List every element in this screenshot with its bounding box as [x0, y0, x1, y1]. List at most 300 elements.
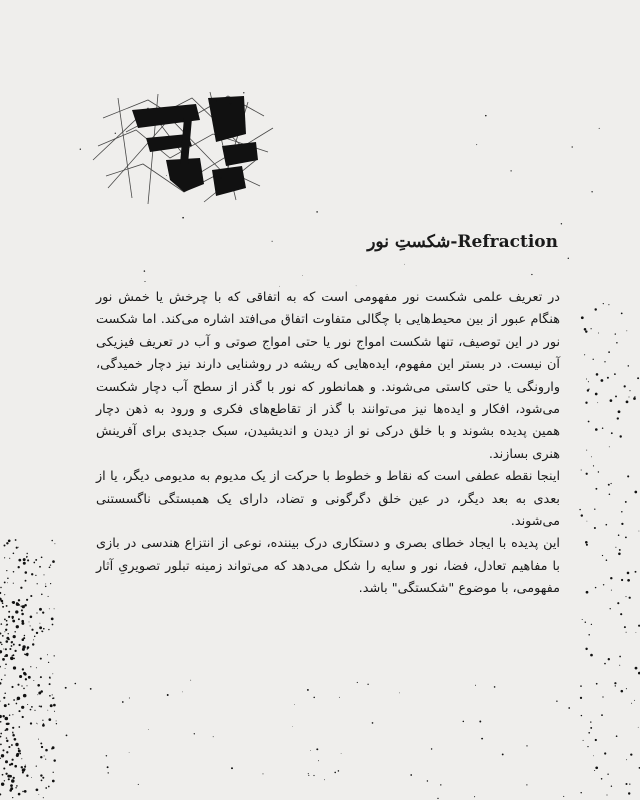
- speckle: [66, 735, 68, 737]
- speckle: [24, 654, 25, 655]
- speckle: [294, 704, 295, 705]
- speckle: [587, 389, 589, 391]
- speckle: [0, 715, 2, 718]
- speckle: [599, 128, 600, 129]
- speckle: [18, 599, 20, 601]
- speckle: [607, 773, 608, 774]
- speckle: [6, 605, 8, 607]
- speckle: [1, 600, 4, 603]
- speckle: [30, 625, 31, 626]
- speckle: [603, 303, 604, 304]
- paragraph: این پدیده با ایجاد خطای بصری و دستکاری درک بیننده، نوعی از انتزاع هندسی در بازی با مفاهیم تعادل، فضا، نور و سایه را شکل می‌دهد که می‌تواند زمینه تبلور تصویریِ آثار مفهومی، با موضوع "شکستگی" باشد.: [96, 536, 560, 597]
- speckle: [18, 793, 21, 796]
- speckle: [4, 619, 6, 621]
- speckle: [36, 632, 38, 634]
- speckle: [12, 601, 15, 604]
- speckle: [629, 390, 630, 391]
- speckle: [74, 683, 76, 685]
- speckle: [25, 765, 26, 766]
- speckle: [26, 599, 28, 601]
- speckle: [13, 583, 14, 584]
- speckle: [11, 686, 13, 688]
- speckle: [21, 620, 24, 623]
- speckle: [12, 727, 14, 729]
- logo-illustration: [88, 88, 278, 206]
- speckle: [308, 773, 309, 774]
- speckle: [41, 630, 42, 631]
- speckle: [313, 697, 315, 699]
- speckle: [5, 663, 7, 665]
- speckle: [12, 655, 13, 656]
- speckle: [4, 545, 6, 547]
- speckle: [618, 534, 620, 536]
- speckle: [108, 772, 109, 773]
- speckle: [307, 689, 309, 691]
- speckle: [5, 730, 6, 731]
- body-text: [96, 287, 560, 601]
- speckle: [41, 746, 43, 748]
- speckle: [617, 417, 619, 419]
- speckle: [586, 450, 587, 451]
- speckle: [16, 547, 18, 549]
- speckle: [190, 680, 191, 681]
- speckle: [594, 308, 596, 310]
- speckle: [2, 606, 4, 608]
- speckle: [588, 381, 589, 382]
- speckle: [372, 722, 374, 724]
- speckle: [12, 620, 15, 623]
- speckle: [11, 616, 14, 619]
- speckle: [231, 767, 233, 769]
- speckle: [0, 592, 1, 594]
- speckle: [23, 558, 26, 561]
- speckle: [595, 587, 596, 588]
- speckle: [22, 648, 25, 651]
- speckle: [45, 759, 46, 760]
- speckle: [624, 385, 626, 387]
- speckle: [30, 666, 31, 667]
- speckle: [47, 654, 48, 655]
- speckle: [0, 701, 1, 702]
- speckle: [30, 616, 33, 619]
- speckle: [31, 629, 33, 631]
- speckle: [14, 765, 17, 768]
- speckle: [26, 556, 28, 558]
- speckle: [634, 700, 635, 701]
- speckle: [2, 658, 5, 661]
- speckle: [18, 644, 20, 646]
- speckle: [625, 783, 627, 785]
- speckle: [25, 654, 27, 656]
- speckle: [13, 644, 15, 646]
- speckle: [49, 683, 51, 685]
- speckle: [0, 733, 2, 735]
- speckle: [634, 396, 635, 397]
- speckle: [34, 636, 35, 637]
- speckle: [16, 753, 19, 756]
- speckle: [610, 399, 613, 402]
- speckle: [20, 587, 22, 589]
- speckle: [8, 616, 10, 618]
- speckle: [12, 714, 13, 715]
- speckle: [15, 787, 16, 788]
- speckle: [39, 706, 40, 707]
- speckle: [9, 775, 12, 778]
- speckle: [27, 559, 29, 561]
- speckle: [583, 740, 584, 741]
- speckle: [316, 211, 318, 213]
- speckle: [19, 675, 22, 678]
- speckle: [54, 711, 55, 712]
- speckle: [626, 401, 629, 404]
- speckle: [626, 759, 627, 760]
- speckle: [21, 622, 24, 625]
- speckle: [12, 732, 13, 733]
- speckle: [22, 645, 25, 648]
- speckle: [42, 611, 44, 613]
- speckle: [2, 602, 4, 604]
- speckle: [602, 555, 603, 556]
- speckle: [36, 765, 37, 766]
- speckle: [584, 328, 587, 331]
- speckle: [13, 635, 16, 638]
- page-title: [367, 232, 558, 252]
- speckle: [30, 722, 32, 724]
- speckle: [2, 715, 4, 717]
- speckle: [630, 753, 632, 755]
- speckle: [18, 604, 20, 606]
- speckle: [18, 547, 19, 548]
- speckle: [11, 779, 15, 783]
- speckle: [16, 703, 18, 705]
- speckle: [25, 678, 27, 680]
- speckle: [598, 471, 599, 472]
- speckle: [22, 716, 24, 718]
- speckle: [619, 549, 621, 551]
- speckle: [37, 694, 38, 695]
- speckle: [5, 648, 7, 650]
- speckle: [6, 723, 8, 725]
- speckle: [13, 666, 16, 669]
- speckle: [606, 524, 608, 526]
- speckle: [30, 595, 32, 597]
- speckle: [25, 580, 27, 582]
- speckle: [621, 511, 623, 513]
- title-persian: -شکستِ نور: [367, 232, 458, 252]
- speckle: [463, 721, 465, 723]
- speckle: [4, 631, 5, 632]
- speckle: [604, 663, 606, 665]
- speckle: [54, 655, 55, 656]
- speckle: [0, 744, 2, 746]
- speckle: [50, 583, 51, 584]
- speckle: [11, 641, 13, 643]
- speckle: [621, 690, 624, 693]
- speckle: [54, 608, 55, 609]
- speckle: [0, 721, 1, 723]
- speckle: [603, 584, 604, 585]
- speckle: [6, 751, 8, 753]
- speckle: [15, 610, 18, 613]
- speckle: [580, 685, 582, 687]
- speckle: [531, 274, 532, 275]
- speckle: [1, 679, 2, 680]
- speckle: [45, 583, 46, 584]
- speckle: [341, 753, 342, 754]
- speckle: [475, 685, 476, 686]
- speckle: [4, 557, 5, 558]
- speckle: [51, 748, 53, 750]
- speckle: [24, 635, 26, 637]
- speckle: [16, 625, 19, 628]
- speckle: [1, 783, 4, 786]
- speckle: [5, 654, 8, 657]
- speckle: [107, 766, 109, 768]
- speckle: [526, 784, 527, 785]
- speckle: [45, 749, 48, 752]
- speckle: [586, 544, 588, 546]
- speckle: [4, 674, 5, 675]
- speckle: [581, 715, 582, 716]
- speckle: [49, 566, 51, 568]
- speckle: [6, 620, 8, 622]
- speckle: [45, 586, 47, 588]
- speckle: [43, 574, 44, 575]
- speckle: [138, 784, 139, 785]
- speckle: [11, 763, 14, 766]
- speckle: [608, 351, 610, 353]
- speckle: [601, 714, 603, 716]
- speckle: [579, 509, 580, 510]
- speckle: [1, 754, 4, 757]
- speckle: [29, 621, 30, 622]
- speckle: [23, 637, 25, 639]
- speckle: [626, 330, 627, 331]
- speckle: [0, 642, 2, 644]
- speckle: [129, 752, 130, 753]
- speckle: [618, 553, 621, 556]
- speckle: [616, 342, 618, 344]
- speckle: [44, 755, 45, 756]
- speckle: [5, 760, 8, 763]
- speckle: [18, 559, 21, 562]
- speckle: [11, 744, 13, 746]
- speckle: [593, 359, 594, 360]
- speckle: [148, 729, 149, 730]
- speckle: [40, 658, 42, 660]
- speckle: [590, 721, 591, 722]
- speckle: [580, 697, 582, 699]
- speckle: [404, 264, 405, 265]
- speckle: [324, 779, 325, 780]
- speckle: [16, 754, 19, 757]
- speckle: [13, 699, 15, 701]
- speckle: [38, 794, 39, 795]
- speckle: [628, 365, 630, 367]
- speckle: [588, 732, 590, 734]
- speckle: [610, 608, 611, 609]
- speckle: [614, 373, 616, 375]
- speckle: [18, 748, 20, 750]
- speckle: [310, 750, 311, 751]
- speckle: [38, 692, 41, 695]
- speckle: [4, 704, 7, 707]
- speckle: [561, 223, 562, 224]
- speckle: [586, 521, 587, 522]
- speckle: [615, 333, 616, 334]
- speckle: [634, 491, 637, 494]
- speckle: [213, 736, 214, 737]
- speckle: [7, 582, 8, 583]
- speckle: [34, 710, 35, 711]
- paragraph: اینجا نقطه عطفی است که نقاط و خطوط با حرکت از یک مدیوم به مدیومی دیگر، یا از بعدی به بعد دیگر، در عین خلق دگرگونی و تضاد، دارای یک همبستگی ناگسستنی می‌شوند.: [96, 469, 560, 530]
- speckle: [10, 784, 13, 787]
- speckle: [586, 591, 589, 594]
- speckle: [14, 631, 16, 633]
- paragraph: در تعریف علمی شکست نور مفهومی است که به اتفاقی که با چرخش یا خمش نور هنگام عبور از بین محیط‌هایی با چگالی متفاوت اتفاق می‌افتد اشاره می‌کند. اما شکست نور در این توصیف، تنها شکست امواج نور یا حتی امواج صوتی و آب در تعریف فیزیکی آن نیست. در بستر این مفهوم، ایده‌هایی که ریشه در روشنایی دارند نیز دچار خمیدگی، وارونگی یا حتی کاستی می‌شوند. و همانطور که نور با گذر از سطح آب دچار شکست می‌شود، افکار و ایده‌ها نیز می‌توانند با گذر از تقاطع‌های فکری و ورود به ذهن دچار همین پدیده بشوند و با خلق درکی نو از دیدن و اندیشیدن، سبک جدیدی برای آفرینش هنری بسازند.: [96, 290, 560, 462]
- speckle: [625, 596, 626, 597]
- speckle: [28, 676, 31, 679]
- speckle: [6, 737, 7, 738]
- speckle: [48, 662, 49, 663]
- speckle: [598, 333, 599, 334]
- speckle: [80, 149, 81, 150]
- speckle: [21, 758, 22, 759]
- speckle: [21, 609, 23, 611]
- speckle: [597, 402, 598, 403]
- speckle: [23, 694, 27, 698]
- speckle: [607, 377, 609, 379]
- speckle: [18, 698, 20, 700]
- speckle: [9, 714, 10, 715]
- speckle: [1, 623, 3, 625]
- speckle: [481, 738, 483, 740]
- speckle: [22, 768, 25, 771]
- speckle: [621, 579, 623, 581]
- speckle: [24, 604, 27, 607]
- speckle: [0, 793, 1, 795]
- speckle: [595, 393, 598, 396]
- speckle: [581, 469, 582, 470]
- speckle: [56, 720, 57, 721]
- speckle: [502, 753, 504, 755]
- speckle: [585, 402, 587, 404]
- speckle: [12, 654, 14, 656]
- speckle: [316, 748, 318, 750]
- speckle: [40, 756, 42, 758]
- speckle: [40, 705, 42, 707]
- speckle: [53, 704, 56, 707]
- speckle: [621, 313, 623, 315]
- speckle: [6, 625, 7, 626]
- speckle: [11, 645, 13, 647]
- speckle: [0, 587, 1, 588]
- speckle: [6, 542, 8, 544]
- speckle: [42, 724, 45, 727]
- speckle: [37, 723, 38, 724]
- speckle: [182, 217, 184, 219]
- speckle: [22, 605, 25, 608]
- speckle: [26, 653, 29, 656]
- speckle: [1, 783, 4, 786]
- speckle: [49, 676, 51, 678]
- speckle: [41, 594, 43, 596]
- speckle: [8, 703, 10, 705]
- speckle: [440, 784, 441, 785]
- speckle: [616, 735, 618, 737]
- speckle: [24, 766, 26, 768]
- speckle: [12, 733, 13, 734]
- speckle: [37, 583, 38, 584]
- speckle: [10, 657, 13, 660]
- speckle: [586, 473, 588, 475]
- speckle: [31, 777, 32, 778]
- speckle: [36, 612, 37, 613]
- speckle: [144, 281, 145, 282]
- speckle: [608, 484, 610, 486]
- speckle: [302, 275, 303, 276]
- speckle: [23, 672, 26, 675]
- speckle: [595, 488, 597, 490]
- speckle: [618, 410, 621, 413]
- speckle: [474, 796, 475, 797]
- speckle: [25, 571, 28, 574]
- speckle: [588, 389, 589, 390]
- speckle: [9, 648, 11, 650]
- speckle: [638, 531, 639, 532]
- speckle: [595, 428, 598, 431]
- speckle: [8, 746, 10, 748]
- speckle: [26, 654, 28, 656]
- speckle: [53, 697, 54, 698]
- speckle: [26, 553, 27, 554]
- speckle: [591, 191, 592, 192]
- speckle: [633, 397, 636, 400]
- speckle: [619, 665, 620, 666]
- speckle: [6, 740, 8, 742]
- speckle: [21, 685, 22, 686]
- speckle: [40, 676, 42, 678]
- speckle: [52, 694, 53, 695]
- speckle: [56, 723, 57, 724]
- speckle: [122, 701, 124, 703]
- speckle: [51, 540, 53, 542]
- speckle: [591, 456, 592, 457]
- speckle: [40, 690, 43, 693]
- title-latin: Refraction: [457, 232, 558, 252]
- speckle: [608, 658, 610, 660]
- speckle: [615, 395, 617, 397]
- speckle: [33, 562, 35, 564]
- speckle: [338, 770, 340, 772]
- speckle: [13, 553, 15, 555]
- speckle: [5, 640, 8, 643]
- speckle: [611, 590, 612, 591]
- speckle: [23, 768, 25, 770]
- speckle: [631, 703, 632, 704]
- speckle: [595, 766, 598, 769]
- speckle: [629, 397, 630, 398]
- speckle: [40, 742, 42, 744]
- speckle: [615, 685, 616, 686]
- speckle: [431, 748, 432, 749]
- speckle: [602, 428, 603, 429]
- speckle: [42, 631, 44, 633]
- speckle: [601, 778, 603, 780]
- speckle: [35, 575, 36, 576]
- speckle: [52, 673, 53, 674]
- speckle: [45, 787, 47, 789]
